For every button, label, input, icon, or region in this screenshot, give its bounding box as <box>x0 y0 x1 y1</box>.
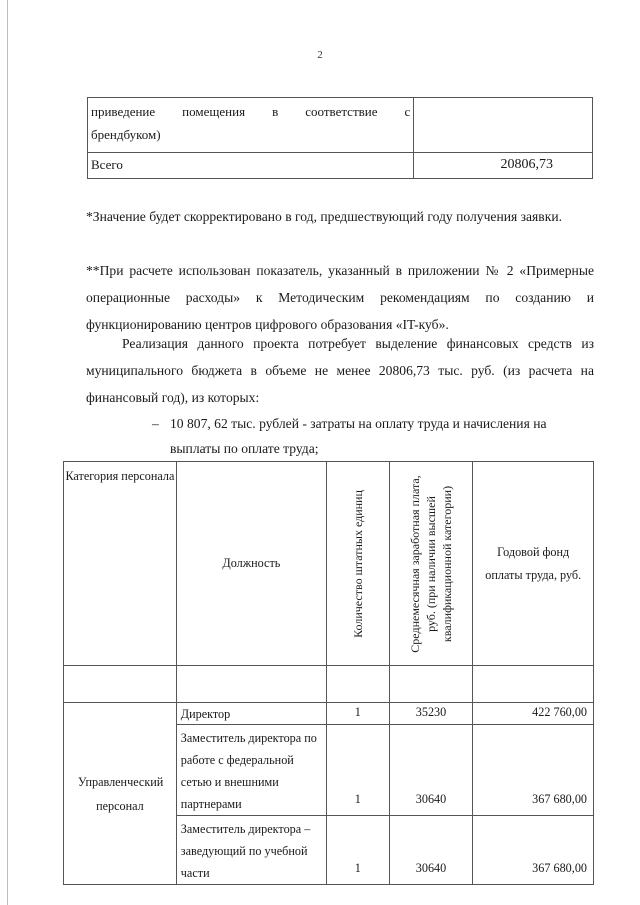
expense-value-cell <box>414 98 593 153</box>
header-count <box>326 462 389 666</box>
count-cell: 1 <box>326 725 389 816</box>
word: с <box>404 104 411 119</box>
salary-cell: 35230 <box>389 703 473 725</box>
count-cell: 1 <box>326 703 389 725</box>
table-row <box>64 703 594 725</box>
bullet-text: 10 807, 62 тыс. рублей - затраты на оплату труда и начисления на выплаты по оплате труда; <box>170 416 547 456</box>
paragraph-budget: Реализация данного проекта потребует выделение финансовых средств из муниципального бюджета в объеме не менее 20806,73 тыс. руб. (из расчета на финансовый год), из которых: <box>86 336 594 405</box>
table-header-row <box>64 462 594 666</box>
word: в <box>272 104 279 119</box>
page-number: 2 <box>317 49 323 61</box>
category-cell <box>64 703 177 885</box>
position-cell: Заместитель директора – заведующий по учебной части <box>176 816 326 885</box>
total-label: Всего <box>91 157 123 172</box>
word: соответствие <box>305 104 378 119</box>
total-value-cell <box>414 153 593 179</box>
header-salary <box>389 462 473 666</box>
header-count-text: Количество штатных единиц <box>350 489 365 638</box>
header-position: Должность <box>176 462 326 666</box>
bullet-item <box>152 411 596 461</box>
total-value: 20806,73 <box>500 157 553 172</box>
table-row <box>88 153 593 179</box>
staff-table <box>63 461 594 885</box>
salary-cell: 30640 <box>389 725 473 816</box>
salary-cell: 30640 <box>389 816 473 885</box>
bullet-dash: – <box>152 416 159 431</box>
fund-cell: 367 680,00 <box>473 725 594 816</box>
header-salary-text: Среднемесячная заработная плата, руб. (при наличии высшей квалификационной категории) <box>407 474 454 653</box>
scan-edge-line <box>7 0 8 905</box>
category-label: Управленческий персонал <box>77 774 164 813</box>
table-row <box>88 98 593 153</box>
fund-cell: 422 760,00 <box>473 703 594 725</box>
header-category: Категория персонала <box>64 462 177 666</box>
footnote-2: **При расчете использован показатель, указанный в приложении № 2 «Примерные операционные расходы» к Методическим рекомендациям по созданию и функционированию центров цифрового образования «IT-куб». <box>86 263 594 332</box>
position-cell: Заместитель директора по работе с федеральной сетью и внешними партнерами <box>176 725 326 816</box>
word: приведение <box>91 104 156 119</box>
footnote-1: *Значение будет скорректировано в год, предшествующий году получения заявки. <box>86 209 562 224</box>
expenses-summary-table <box>87 97 593 179</box>
fund-cell: 367 680,00 <box>473 816 594 885</box>
expense-item-cell <box>88 98 414 153</box>
count-cell: 1 <box>326 816 389 885</box>
expense-item-continuation: брендбуком) <box>91 127 161 142</box>
word: помещения <box>182 104 246 119</box>
table-spacer-row <box>64 666 594 703</box>
position-cell: Директор <box>176 703 326 725</box>
total-label-cell <box>88 153 414 179</box>
header-fund: Годовой фонд оплаты труда, руб. <box>473 462 594 666</box>
expense-item-line <box>88 98 413 122</box>
